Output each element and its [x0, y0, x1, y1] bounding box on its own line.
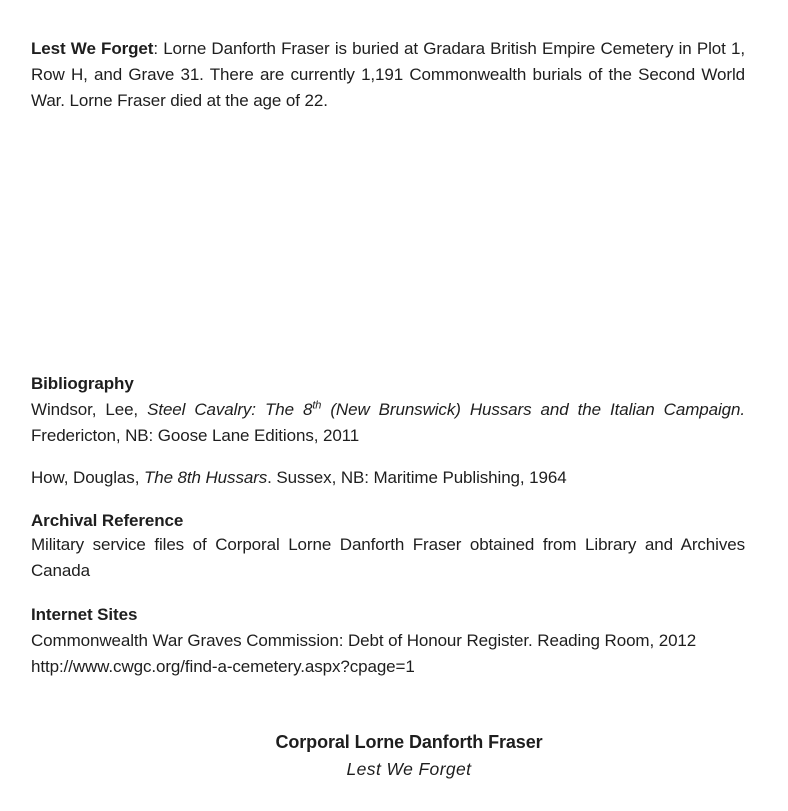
windsor-author: Windsor, Lee, — [31, 400, 148, 419]
how-imprint: . Sussex, NB: Maritime Publishing, 1964 — [267, 468, 567, 487]
windsor-title — [147, 400, 745, 419]
memorial-note-paragraph — [31, 36, 745, 114]
internet-sites-entry: Commonwealth War Graves Commission: Debt of Honour Register. Reading Room, 2012 — [31, 631, 697, 650]
how-title: The 8th Hussars — [143, 468, 268, 487]
footer-name-title: Corporal Lorne Danforth Fraser — [275, 732, 543, 752]
internet-sites-heading: Internet Sites — [31, 605, 138, 624]
memorial-note-lead: Lest We Forget — [31, 39, 154, 58]
internet-sites-url: http://www.cwgc.org/find-a-cemetery.aspx?cpage=1 — [31, 657, 415, 676]
bibliography-entry-how — [31, 465, 745, 491]
windsor-title-start: Steel Cavalry: The 8 — [147, 400, 313, 419]
windsor-title-end: (New Brunswick) Hussars and the Italian Campaign. — [321, 400, 745, 419]
how-author: How, Douglas, — [31, 468, 144, 487]
archival-reference-heading: Archival Reference — [31, 511, 184, 530]
footer-motto: Lest We Forget — [346, 759, 472, 779]
bibliography-heading: Bibliography — [31, 374, 134, 393]
memorial-note-body: : Lorne Danforth Fraser is buried at Gradara British Empire Cemetery in Plot 1, Row H, and Grave 31. There are currently 1,191 Commonwealth burials of the Second World War. Lorne Fraser died at the age of 22. — [31, 39, 745, 110]
windsor-imprint: Fredericton, NB: Goose Lane Editions, 2011 — [31, 426, 360, 445]
bibliography-entry-windsor — [31, 397, 745, 449]
windsor-title-superscript: th — [312, 399, 322, 412]
archival-reference-body: Military service files of Corporal Lorne Danforth Fraser obtained from Library and Archives Canada — [31, 535, 745, 580]
